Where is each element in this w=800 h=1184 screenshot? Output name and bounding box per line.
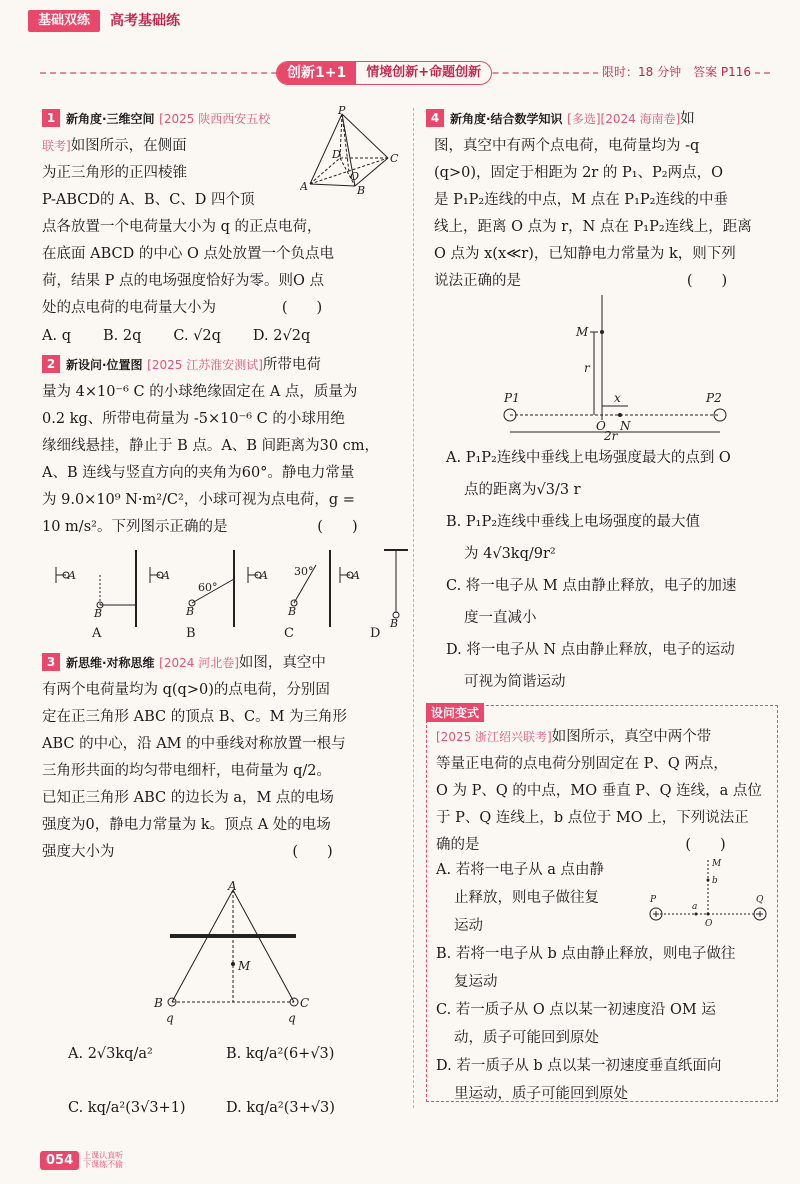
question-text: 线上，距离 O 点为 r，N 点在 P₁P₂连线上，距离 bbox=[434, 219, 752, 235]
svg-text:Q: Q bbox=[756, 895, 764, 905]
question-text: 强度大小为 ( ) bbox=[42, 839, 402, 866]
fig-label: C bbox=[284, 626, 294, 641]
column-divider bbox=[413, 108, 414, 1108]
question-text: O 为 P、Q 的中点，MO 垂直 P、Q 连线，a 点位 bbox=[436, 783, 762, 799]
svg-text:B: B bbox=[154, 996, 163, 1010]
question-text: 缘细线悬挂，静止于 B 点。A、B 间距离为30 cm， bbox=[42, 438, 380, 454]
label: C bbox=[390, 152, 399, 165]
question-tag: 新角度·结合数学知识 bbox=[450, 112, 563, 126]
svg-text:P: P bbox=[650, 895, 657, 905]
svg-text:A: A bbox=[352, 569, 360, 582]
question-source: [2025 陕西西安五校联考] bbox=[42, 112, 271, 153]
option-b-cont: 为 4√3kq/9r² bbox=[464, 546, 556, 562]
svg-text:A: A bbox=[260, 569, 268, 582]
answer-paren: ( ) bbox=[317, 519, 358, 535]
label: B bbox=[357, 184, 366, 196]
question-number: 4 bbox=[426, 109, 444, 127]
question-3 bbox=[42, 650, 402, 866]
variant-options: A. 若将一电子从 a 点由静 止释放，则电子做往复 运动 B. 若将一电子从 b 点由静止释放，则电子做往 复运动 C. 若一质子从 O 点以某一初速度沿 OM 运 动，质子可能回到原处 D. 若一质子从 b 点以某一初速度垂直纸面向 里运动，质子可能回到原处 bbox=[436, 856, 772, 1108]
option-a: A. 若将一电子从 a 点由静 bbox=[436, 862, 605, 878]
header-tag: 基础双练 bbox=[28, 10, 100, 32]
answer-paren: ( ) bbox=[281, 300, 323, 316]
question-text: 于 P、Q 连线上，b 点位于 MO 上，下列说法正 bbox=[436, 810, 749, 826]
question-source: [2025 浙江绍兴联考] bbox=[436, 730, 552, 744]
section-desc: 情境创新+命题创新 bbox=[366, 65, 482, 80]
question-text: 如图，真空中 bbox=[238, 655, 326, 671]
svg-text:B: B bbox=[390, 617, 399, 630]
q2-figures bbox=[48, 545, 408, 641]
label: O bbox=[350, 170, 360, 183]
question-text: 点各放置一个电荷量大小为 q 的正点电荷， bbox=[42, 219, 322, 235]
svg-text:A: A bbox=[68, 569, 76, 582]
footer bbox=[40, 1145, 123, 1175]
svg-text:b: b bbox=[712, 876, 718, 886]
option-d: D. kq/a²(3+√3) bbox=[226, 1100, 335, 1116]
svg-text:x: x bbox=[614, 391, 621, 405]
svg-text:B: B bbox=[288, 605, 297, 618]
variant-question bbox=[436, 724, 772, 859]
svg-text:q: q bbox=[166, 1011, 174, 1025]
question-text: 强度为0，静电力常量为 k。顶点 A 处的电场 bbox=[42, 817, 331, 833]
q4-figure bbox=[490, 290, 730, 440]
option-b: B. kq/a²(6+√3) bbox=[226, 1046, 335, 1062]
answer-paren: ( ) bbox=[686, 273, 728, 289]
question-tag: 新思维·对称思维 bbox=[66, 656, 155, 670]
svg-text:r: r bbox=[584, 361, 590, 375]
svg-text:P2: P2 bbox=[706, 391, 722, 405]
option-b: B. 若将一电子从 b 点由静止释放，则电子做往 bbox=[436, 946, 736, 962]
triangle-figure bbox=[150, 880, 320, 1030]
page-number: 054 bbox=[40, 1151, 79, 1170]
svg-text:M: M bbox=[238, 959, 251, 973]
question-2 bbox=[42, 352, 402, 541]
option-c: C. kq/a²(3√3+1) bbox=[68, 1100, 186, 1116]
question-text: 是 P₁P₂连线的中点，M 点在 P₁P₂连线的中垂 bbox=[434, 192, 728, 208]
svg-text:q: q bbox=[288, 1011, 296, 1025]
option-d: D. 将一电子从 N 点由静止释放，电子的运动 bbox=[446, 642, 735, 658]
question-tag: 新角度·三维空间 bbox=[66, 112, 155, 126]
question-text: 处的点电荷的电荷量大小为 ( ) bbox=[42, 295, 402, 322]
option-a: A. P₁P₂连线中垂线上电场强度最大的点到 O bbox=[446, 450, 731, 466]
variant-figure bbox=[640, 856, 775, 931]
question-text: 如图所示，在侧面 bbox=[70, 138, 187, 154]
question-text: 0.2 kg、所带电荷量为 -5×10⁻⁶ C 的小球用绝 bbox=[42, 411, 345, 427]
options bbox=[42, 322, 402, 350]
question-text: (q>0)，固定于相距为 2r 的 P₁、P₂两点，O bbox=[434, 165, 723, 181]
question-source: [2024 河北卷] bbox=[159, 656, 239, 670]
svg-text:2r: 2r bbox=[604, 429, 618, 440]
svg-text:A: A bbox=[228, 880, 237, 893]
svg-text:M: M bbox=[576, 325, 589, 339]
question-text: ABC 的中心，沿 AM 的中垂线对称放置一根与 bbox=[42, 736, 346, 752]
option-a: A. 2√3kq/a² bbox=[68, 1046, 153, 1062]
question-text: 在底面 ABCD 的中心 O 点处放置一个负点电 bbox=[42, 246, 334, 262]
option-c: C. √2q bbox=[173, 328, 221, 344]
question-text: 为正三角形的正四棱锥 bbox=[42, 165, 187, 181]
question-text: 定在正三角形 ABC 的顶点 B、C。M 为三角形 bbox=[42, 709, 348, 725]
fig-label: B bbox=[186, 626, 196, 641]
question-number: 1 bbox=[42, 109, 60, 127]
option-c-cont: 度一直减小 bbox=[464, 610, 537, 626]
question-text: 如图所示，真空中两个带 bbox=[551, 729, 712, 745]
section-title bbox=[276, 61, 492, 85]
question-4 bbox=[426, 106, 778, 295]
option-b: B. P₁P₂连线中垂线上电场强度的最大值 bbox=[446, 514, 701, 530]
question-text: 三角形共面的均匀带电细杆，电荷量为 q/2。 bbox=[42, 763, 332, 779]
question-text: 有两个电荷量均为 q(q>0)的点电荷，分别固 bbox=[42, 682, 330, 698]
question-text: 量为 4×10⁻⁶ C 的小球绝缘固定在 A 点，质量为 bbox=[42, 384, 358, 400]
question-text: 等量正电荷的点电荷分别固定在 P、Q 两点， bbox=[436, 756, 728, 772]
question-text: 10 m/s²。下列图示正确的是 ( ) bbox=[42, 514, 402, 541]
svg-text:A: A bbox=[162, 569, 170, 582]
question-text: 荷，结果 P 点的电场强度恰好为零。则O 点 bbox=[42, 273, 324, 289]
q4-options bbox=[446, 442, 776, 698]
label: A bbox=[300, 180, 308, 193]
option-d-cont: 可视为简谐运动 bbox=[464, 674, 566, 690]
option-c: C. 将一电子从 M 点由静止释放，电子的加速 bbox=[446, 578, 737, 594]
question-text: 如 bbox=[680, 111, 695, 127]
svg-text:60°: 60° bbox=[198, 581, 218, 594]
header-subtitle: 高考基础练 bbox=[110, 13, 180, 29]
svg-text:B: B bbox=[186, 605, 195, 618]
option-d: D. 2√2q bbox=[252, 328, 311, 344]
svg-text:P1: P1 bbox=[504, 391, 520, 405]
question-text: 确的是 ( ) bbox=[436, 832, 772, 859]
question-text: O 点为 x(x≪r)，已知静电力常量为 k，则下列 bbox=[434, 246, 736, 262]
svg-text:O: O bbox=[596, 419, 606, 433]
svg-text:C: C bbox=[300, 996, 310, 1010]
label: P bbox=[338, 106, 346, 117]
answer-paren: ( ) bbox=[685, 837, 726, 853]
question-tag: 新设问·位置图 bbox=[66, 358, 143, 372]
question-number: 3 bbox=[42, 653, 60, 671]
option-c: C. 若一质子从 O 点以某一初速度沿 OM 运 bbox=[436, 1002, 716, 1018]
variant-tag: 设问变式 bbox=[426, 703, 484, 722]
option-b: B. 2q bbox=[102, 328, 142, 344]
section-label: 创新1+1 bbox=[277, 62, 356, 84]
svg-text:O: O bbox=[705, 919, 713, 929]
question-text: A、B 连线与竖直方向的夹角为60°。静电力常量 bbox=[42, 465, 355, 481]
question-text: 为 9.0×10⁹ N·m²/C²，小球可视为点电荷，g = bbox=[42, 492, 355, 508]
pyramid-figure bbox=[300, 106, 405, 196]
label: D bbox=[332, 148, 341, 161]
question-text: 已知正三角形 ABC 的边长为 a，M 点的电场 bbox=[42, 790, 334, 806]
time-limit: 限时：18 分钟 答案 P116 bbox=[598, 63, 755, 80]
option-a-cont: 点的距离为√3/3 r bbox=[464, 482, 581, 498]
answer-paren: ( ) bbox=[292, 844, 333, 860]
fig-label: D bbox=[370, 626, 381, 641]
svg-text:N: N bbox=[620, 419, 631, 433]
question-text: 图，真空中有两个点电荷，电荷量均为 -q bbox=[434, 138, 700, 154]
question-text: 说法正确的是 ( ) bbox=[426, 268, 778, 295]
question-source: [多选][2024 海南卷] bbox=[567, 112, 681, 126]
svg-text:30°: 30° bbox=[294, 565, 314, 578]
option-a: A. q bbox=[42, 328, 71, 344]
slogan: 上课认真听 下课练不偷 bbox=[83, 1151, 124, 1169]
svg-text:M: M bbox=[712, 859, 722, 869]
svg-text:a: a bbox=[692, 902, 698, 912]
svg-text:B: B bbox=[94, 607, 103, 620]
fig-label: A bbox=[92, 626, 102, 641]
question-text: P-ABCD的 A、B、C、D 四个顶 bbox=[42, 192, 255, 208]
question-number: 2 bbox=[42, 355, 60, 373]
question-source: [2025 江苏淮安测试] bbox=[147, 358, 263, 372]
question-text: 所带电荷 bbox=[262, 357, 321, 373]
option-d: D. 若一质子从 b 点以某一初速度垂直纸面向 bbox=[436, 1058, 722, 1074]
